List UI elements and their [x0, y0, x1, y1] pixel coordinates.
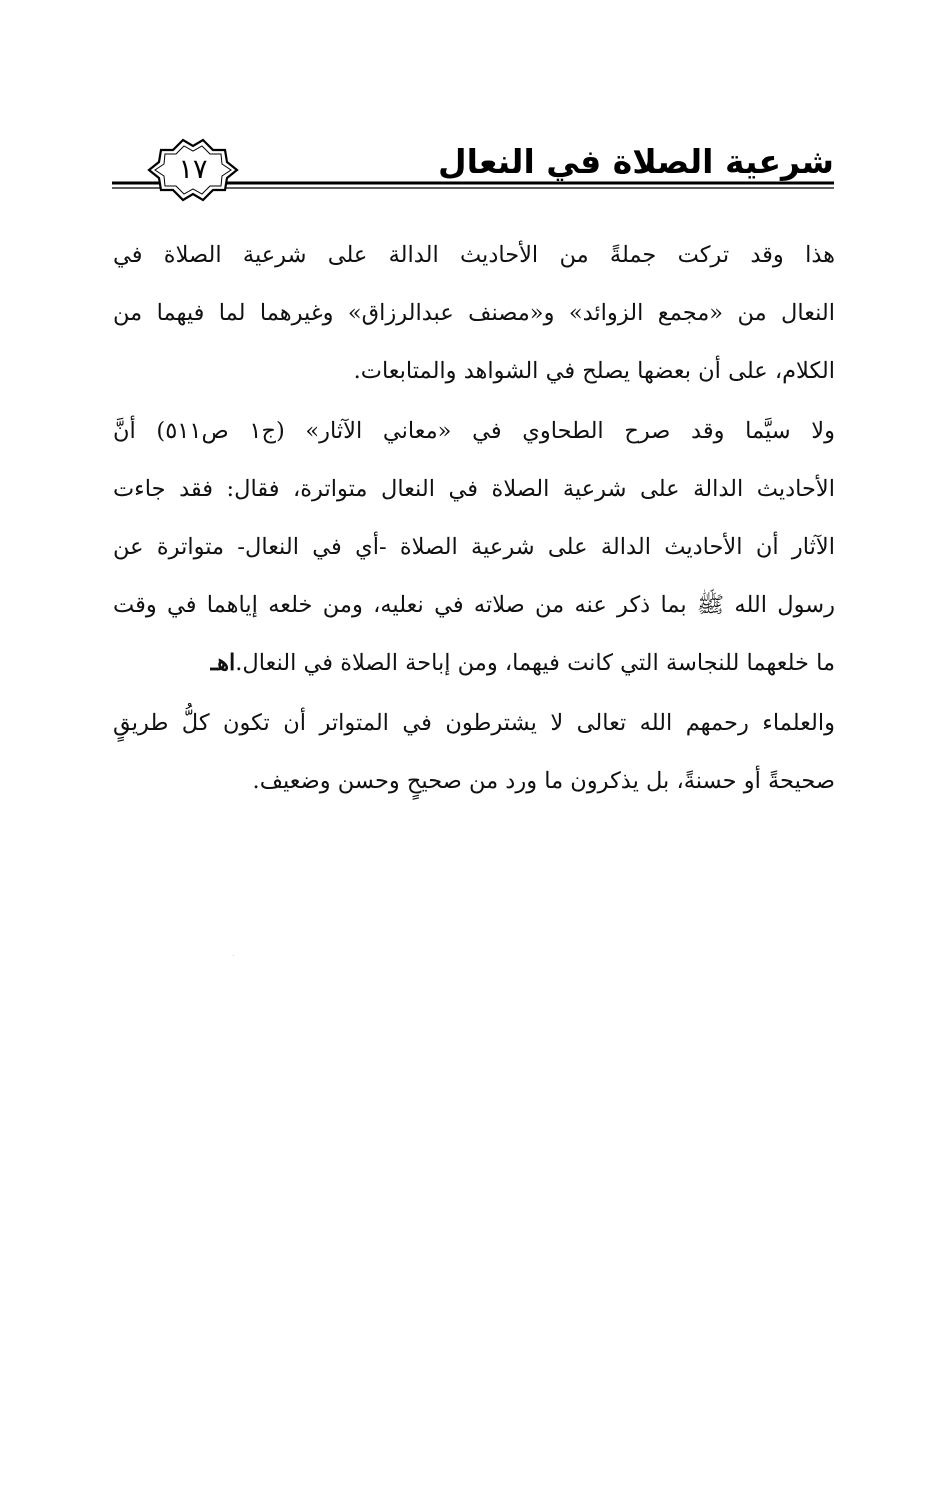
text-line: هذا وقد تركت جملةً من الأحاديث الدالة على شرعية الصلاة في	[113, 242, 835, 268]
text-line: الأحاديث الدالة على شرعية الصلاة في النعال متواترة، فقال: فقد جاءت	[113, 476, 835, 502]
text-line: والعلماء رحمهم الله تعالى لا يشترطون في المتواتر أن تكون كلُّ طريقٍ	[113, 710, 835, 736]
text-line: النعال من «مجمع الزوائد» و«مصنف عبدالرزاق» وغيرهما لما فيهما من	[113, 300, 835, 326]
page-number: ١٧	[178, 154, 208, 185]
paragraph	[113, 694, 835, 810]
text-line: رسول الله ﷺ بما ذكر عنه من صلاته في نعليه، ومن خلعه إياهما في وقت	[113, 592, 835, 618]
text-line-with-abbr	[113, 634, 835, 692]
body-text	[113, 226, 835, 810]
paragraph	[113, 402, 835, 692]
page-header	[112, 120, 834, 215]
text-line: الآثار أن الأحاديث الدالة على شرعية الصلاة -أي في النعال- متواترة عن	[113, 534, 835, 560]
text-line: صحيحةً أو حسنةً، بل يذكرون ما ورد من صحيحٍ وحسن وضعيف.	[252, 768, 835, 794]
text-line: ولا سيَّما وقد صرح الطحاوي في «معاني الآثار» (ج١ ص٥١١) أنَّ	[113, 418, 835, 444]
paragraph	[113, 226, 835, 400]
running-title: شرعية الصلاة في النعال	[437, 142, 834, 181]
end-abbreviation: اهـ	[210, 650, 236, 676]
text-line: الكلام، على أن بعضها يصلح في الشواهد والمتابعات.	[353, 358, 835, 384]
scan-speck	[233, 955, 234, 956]
text-line: ما خلعهما للنجاسة التي كانت فيهما، ومن إباحة الصلاة في النعال.	[235, 650, 835, 676]
